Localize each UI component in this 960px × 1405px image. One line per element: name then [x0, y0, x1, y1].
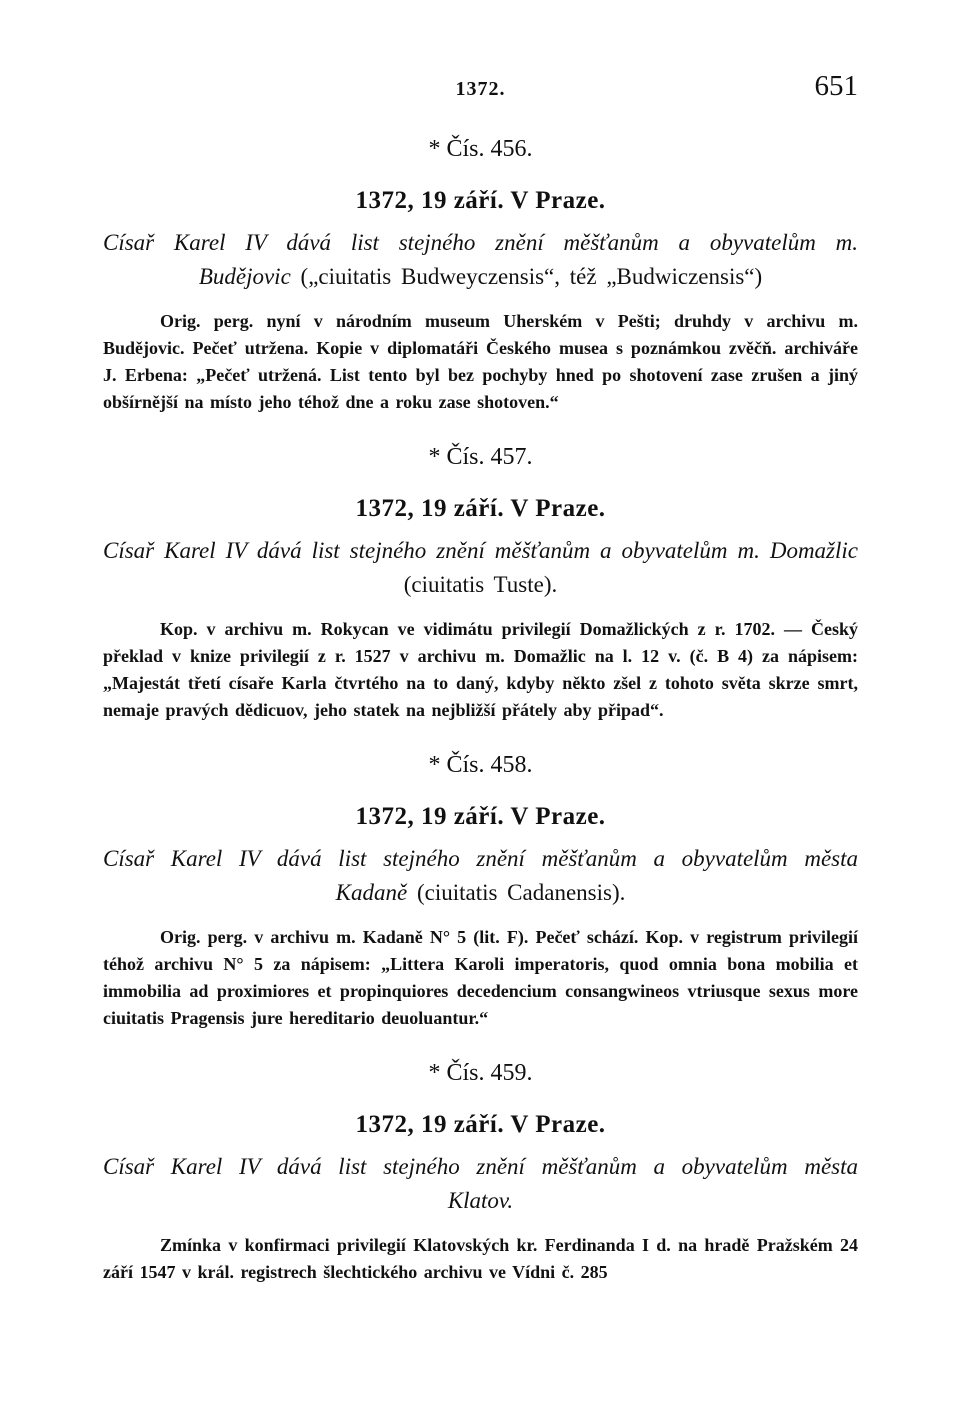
document-page [103, 70, 858, 1286]
entry-title [103, 1150, 858, 1218]
entry-456 [103, 134, 858, 416]
entry-date: 1372, 19 září. V Praze. [355, 1111, 606, 1138]
page-number: 651 [814, 70, 858, 102]
running-year: 1372. [455, 78, 506, 100]
entry-number: * Čís. 456. [428, 136, 533, 162]
entry-title-italic: Císař Karel IV dává list stejného znění měšťanům a obyvatelům města Kadaně [103, 846, 858, 905]
entry-title [103, 226, 858, 294]
entry-title-rest: („ciuitatis Budweyczensis“, též „Budwiczensis“) [290, 264, 763, 289]
entry-date: 1372, 19 září. V Praze. [355, 803, 606, 830]
entry-date: 1372, 19 září. V Praze. [355, 495, 606, 522]
entry-title-italic: Císař Karel IV dává list stejného znění měšťanům a obyvatelům m. Budějovic [103, 230, 858, 289]
entry-459 [103, 1058, 858, 1286]
entry-body: Orig. perg. v archivu m. Kadaně N° 5 (lit. F). Pečeť schází. Kop. v registrum privilegií téhož archivu N° 5 za nápisem: „Littera Karoli imperatoris, quod omnia bona mobilia et immobilia ad proximiores et propinquiores decedencium consangwineos vtriusque sexus more ciuitatis Pragensis jure hereditario deuoluantur.“ [103, 927, 858, 1028]
entry-number: * Čís. 458. [428, 752, 533, 778]
entry-body: Orig. perg. nyní v národním museum Uherském v Pešti; druhdy v archivu m. Budějovic. Pečeť utržena. Kopie v diplomatáři Českého musea s poznámkou zvěčň. archiváře J. Erbena: „Pečeť utržená. List tento byl bez pochyby hned po shotovení zase zrušen a jiný obšírnější na místo jeho téhož dne a roku zase shotoven.“ [103, 311, 858, 412]
entry-body: Kop. v archivu m. Rokycan ve vidimátu privilegií Domažlických z r. 1702. — Český překlad v knize privilegií z r. 1527 v archivu m. Domažlic na l. 12 v. (č. B 4) za nápisem: „Majestát třetí císaře Karla čtvrtého na to daný, kdyby někto zšel z tohoto světa skrze smrt, nemaje pravých dědicuov, jeho statek na nejbližší přátely aby připad“. [103, 619, 858, 720]
running-head [103, 70, 858, 110]
entry-title-rest: (ciuitatis Cadanensis). [407, 880, 626, 905]
entry-body: Zmínka v konfirmaci privilegií Klatovských kr. Ferdinanda I d. na hradě Pražském 24 září 1547 v král. registrech šlechtického archivu ve Vídni č. 285 [103, 1235, 858, 1282]
entry-title [103, 534, 858, 602]
entry-458 [103, 750, 858, 1032]
entry-457 [103, 442, 858, 724]
entry-title-italic: Císař Karel IV dává list stejného znění měšťanům a obyvatelům m. Domažlic [103, 538, 858, 563]
entry-number: * Čís. 457. [428, 444, 533, 470]
entry-date: 1372, 19 září. V Praze. [355, 187, 606, 214]
entry-title [103, 842, 858, 910]
entry-title-italic: Císař Karel IV dává list stejného znění měšťanům a obyvatelům města Klatov. [103, 1154, 858, 1213]
entry-number: * Čís. 459. [428, 1060, 533, 1086]
entry-title-rest: (ciuitatis Tuste). [403, 572, 558, 597]
